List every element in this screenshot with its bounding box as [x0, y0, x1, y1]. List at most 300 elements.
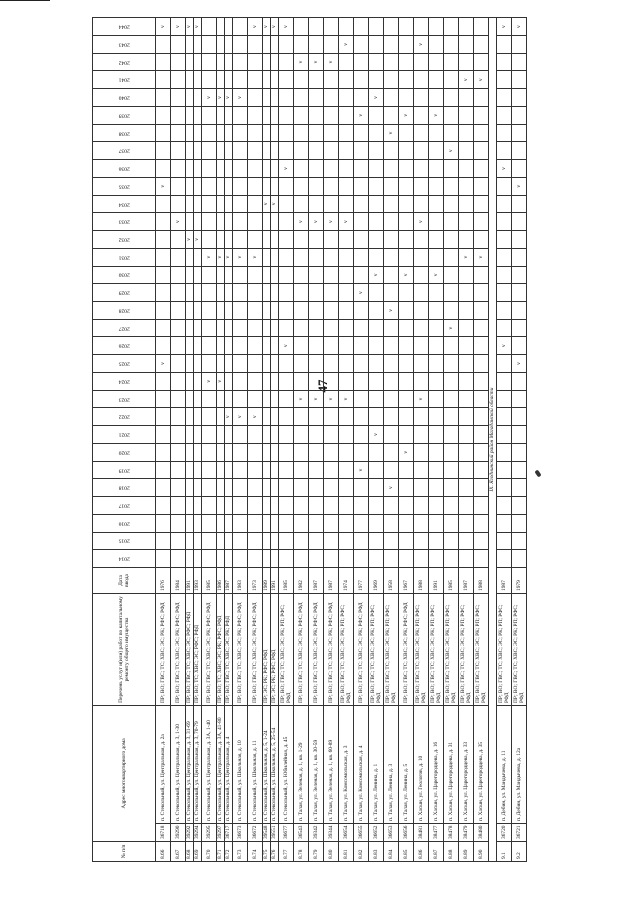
header-year-label: 2035: [118, 183, 130, 190]
row-code: 38477: [429, 824, 444, 842]
year-cell: [225, 301, 233, 319]
header-year-label: 2038: [118, 130, 130, 137]
year-cell: [194, 213, 202, 231]
year-cell: [233, 53, 248, 71]
year-cell: [233, 231, 248, 249]
year-cell: [156, 124, 171, 142]
check-mark: v: [387, 486, 394, 490]
check-mark: v: [387, 131, 394, 135]
year-cell: [512, 89, 527, 107]
year-cell: [399, 177, 414, 195]
check-mark: v: [174, 220, 181, 224]
year-cell: [194, 71, 202, 89]
year-cell: [429, 390, 444, 408]
year-cell: [474, 89, 489, 107]
year-cell: [512, 35, 527, 53]
year-cell: [186, 106, 194, 124]
year-cell: [414, 106, 429, 124]
row-address: п. Стекольный, ул. Школьная, д. 5, 25-54: [271, 706, 279, 824]
row-code: 36677: [279, 824, 294, 842]
year-cell: [399, 514, 414, 532]
check-mark: v: [357, 468, 364, 472]
year-cell: [339, 124, 354, 142]
row-services: ПР; ВО; ГВС; ТС; ХВС; ЭС; РК; РФД: [225, 594, 233, 706]
year-cell: [233, 124, 248, 142]
year-cell: [186, 18, 194, 36]
row-num: 8.67: [171, 842, 186, 862]
year-cell: [233, 160, 248, 178]
year-cell: [171, 301, 186, 319]
year-cell: [369, 408, 384, 426]
year-cell: [294, 195, 309, 213]
year-cell: [156, 426, 171, 444]
year-cell: [171, 372, 186, 390]
row-address: п. Стекольный, ул. Школьная, д. 11: [248, 706, 263, 824]
year-cell: [512, 301, 527, 319]
year-cell: [459, 550, 474, 568]
year-cell: [309, 550, 324, 568]
year-cell: [497, 372, 512, 390]
year-cell: [263, 18, 271, 36]
check-mark: v: [271, 202, 278, 206]
year-cell: [202, 89, 217, 107]
year-cell: [512, 124, 527, 142]
year-cell: [156, 443, 171, 461]
year-cell: [225, 177, 233, 195]
year-cell: [354, 514, 369, 532]
year-cell: [459, 284, 474, 302]
row-address: п. Талая, ул. Ленина, д. 3: [384, 706, 399, 824]
year-cell: [171, 461, 186, 479]
year-cell: [233, 426, 248, 444]
year-cell: [459, 71, 474, 89]
year-cell: [474, 231, 489, 249]
year-cell: [414, 461, 429, 479]
year-cell: [429, 71, 444, 89]
year-cell: [263, 319, 271, 337]
row-services: ПР; ВО; ГВС; ТС; ХВС; ЭС; РК; РФС; РФД: [309, 594, 324, 706]
row-address: п. Дебин, ул. Мандычева, д. 11: [497, 706, 512, 824]
year-cell: [384, 160, 399, 178]
year-cell: [414, 71, 429, 89]
year-cell: [271, 301, 279, 319]
year-cell: [309, 124, 324, 142]
year-cell: [217, 319, 225, 337]
header-year-label: 2041: [118, 77, 130, 84]
year-cell: [156, 213, 171, 231]
row-num: 8.81: [339, 842, 354, 862]
year-cell: [444, 142, 459, 160]
header-year-2027: [93, 319, 156, 337]
year-cell: [171, 408, 186, 426]
year-cell: [354, 231, 369, 249]
year-cell: [186, 231, 194, 249]
year-cell: [233, 497, 248, 515]
year-cell: [186, 195, 194, 213]
check-mark: v: [500, 167, 507, 170]
year-cell: [171, 142, 186, 160]
check-mark: v: [432, 273, 439, 277]
year-cell: [324, 550, 339, 568]
year-cell: [248, 160, 263, 178]
header-year-2033: [93, 213, 156, 231]
year-cell: [354, 35, 369, 53]
table-row: [354, 18, 369, 862]
year-cell: [194, 266, 202, 284]
year-cell: [399, 71, 414, 89]
year-cell: [186, 35, 194, 53]
year-cell: [171, 213, 186, 231]
header-year-label: 2028: [118, 307, 130, 314]
year-cell: [369, 319, 384, 337]
header-services: Перечень услуг и(или) работ по капитальному ремонту общего имущества: [93, 594, 156, 706]
year-cell: [263, 426, 271, 444]
year-cell: [171, 284, 186, 302]
year-cell: [225, 372, 233, 390]
year-cell: [225, 355, 233, 373]
year-cell: [294, 532, 309, 550]
header-year-2038: [93, 124, 156, 142]
year-cell: [444, 337, 459, 355]
row-address: п. Талая, ул. Комсомольская, д. 3: [339, 706, 354, 824]
year-cell: [171, 124, 186, 142]
table-row: [156, 18, 171, 862]
year-cell: [263, 35, 271, 53]
year-cell: [459, 195, 474, 213]
header-year-label: 2023: [118, 396, 130, 403]
row-code: 36718: [156, 824, 171, 842]
year-cell: [339, 284, 354, 302]
table-row: [339, 18, 354, 862]
check-mark: v: [500, 344, 507, 348]
row-year: 1977: [354, 568, 369, 594]
check-mark: v: [263, 202, 270, 206]
table-row: [294, 18, 309, 862]
year-cell: [217, 532, 225, 550]
row-year: 1985: [279, 568, 294, 594]
year-cell: [497, 124, 512, 142]
row-year: 1991: [429, 568, 444, 594]
year-cell: [339, 53, 354, 71]
year-cell: [497, 248, 512, 266]
year-cell: [294, 301, 309, 319]
year-cell: [384, 479, 399, 497]
year-cell: [339, 479, 354, 497]
check-mark: v: [205, 379, 212, 383]
year-cell: [194, 231, 202, 249]
year-cell: [384, 248, 399, 266]
year-cell: [512, 443, 527, 461]
year-cell: [202, 142, 217, 160]
year-cell: [399, 18, 414, 36]
year-cell: [186, 390, 194, 408]
year-cell: [248, 124, 263, 142]
year-cell: [512, 177, 527, 195]
year-cell: [233, 71, 248, 89]
year-cell: [339, 213, 354, 231]
year-cell: [156, 89, 171, 107]
year-cell: [156, 479, 171, 497]
year-cell: [263, 461, 271, 479]
year-cell: [279, 479, 294, 497]
year-cell: [271, 497, 279, 515]
year-cell: [156, 106, 171, 124]
row-code: 36653: [384, 824, 399, 842]
year-cell: [279, 355, 294, 373]
year-cell: [156, 266, 171, 284]
row-num: 8.72: [225, 842, 233, 862]
header-year-label: 2031: [118, 254, 130, 261]
year-cell: [233, 408, 248, 426]
year-cell: [294, 124, 309, 142]
year-cell: [324, 443, 339, 461]
year-cell: [497, 284, 512, 302]
year-cell: [474, 71, 489, 89]
year-cell: [186, 177, 194, 195]
year-cell: [309, 53, 324, 71]
year-cell: [263, 479, 271, 497]
year-cell: [399, 231, 414, 249]
year-cell: [263, 390, 271, 408]
year-cell: [233, 550, 248, 568]
row-services: ПР; ВО; ГВС; ТС; ХВС; ЭС; РК; РП; РФС; РФД: [279, 594, 294, 706]
row-services: ПР; ВО; ГВС; ТС; ХВС; ЭС; РК; РП; РФС; РФД: [497, 594, 512, 706]
year-cell: [474, 497, 489, 515]
year-cell: [248, 213, 263, 231]
year-cell: [384, 124, 399, 142]
year-cell: [217, 497, 225, 515]
year-cell: [429, 231, 444, 249]
table-row: [459, 18, 474, 862]
header-year-2030: [93, 266, 156, 284]
header-year-2015: [93, 532, 156, 550]
year-cell: [474, 35, 489, 53]
year-cell: [414, 497, 429, 515]
table-row: [202, 18, 217, 862]
year-cell: [459, 248, 474, 266]
year-cell: [512, 390, 527, 408]
row-num: 8.69: [194, 842, 202, 862]
year-cell: [202, 390, 217, 408]
year-cell: [444, 213, 459, 231]
year-cell: [248, 53, 263, 71]
year-cell: [369, 89, 384, 107]
year-cell: [279, 53, 294, 71]
row-num: 8.86: [414, 842, 429, 862]
year-cell: [354, 160, 369, 178]
header-year-2041: [93, 71, 156, 89]
year-cell: [171, 195, 186, 213]
year-cell: [474, 53, 489, 71]
year-cell: [414, 426, 429, 444]
check-mark: v: [515, 25, 522, 28]
year-cell: [225, 461, 233, 479]
table-row: [474, 18, 489, 862]
year-cell: [217, 372, 225, 390]
year-cell: [271, 461, 279, 479]
year-cell: [279, 177, 294, 195]
year-cell: [271, 390, 279, 408]
row-code: 38478: [444, 824, 459, 842]
year-cell: [202, 355, 217, 373]
year-cell: [474, 160, 489, 178]
year-cell: [233, 319, 248, 337]
year-cell: [263, 213, 271, 231]
year-cell: [339, 89, 354, 107]
year-cell: [202, 160, 217, 178]
year-cell: [217, 35, 225, 53]
year-cell: [171, 35, 186, 53]
row-year: 1988: [414, 568, 429, 594]
header-year-2026: [93, 337, 156, 355]
year-cell: [263, 372, 271, 390]
header-year-2020: [93, 443, 156, 461]
year-cell: [474, 461, 489, 479]
row-address: п. Талая, ул. Зеленая, д. 1, кв. 60-89: [324, 706, 339, 824]
year-cell: [217, 142, 225, 160]
year-cell: [248, 35, 263, 53]
year-cell: [233, 443, 248, 461]
year-cell: [248, 71, 263, 89]
year-cell: [171, 337, 186, 355]
year-cell: [225, 479, 233, 497]
year-cell: [217, 213, 225, 231]
year-cell: [271, 106, 279, 124]
row-num: 8.75: [263, 842, 271, 862]
year-cell: [512, 195, 527, 213]
year-cell: [156, 390, 171, 408]
year-cell: [497, 213, 512, 231]
year-cell: [186, 355, 194, 373]
row-num: 8.71: [217, 842, 225, 862]
table-row: [429, 18, 444, 862]
year-cell: [294, 497, 309, 515]
year-cell: [279, 532, 294, 550]
year-cell: [233, 372, 248, 390]
year-cell: [459, 479, 474, 497]
year-cell: [271, 372, 279, 390]
year-cell: [271, 443, 279, 461]
year-cell: [414, 355, 429, 373]
top-rule: [0, 0, 50, 1]
year-cell: [309, 337, 324, 355]
row-code: 36654: [339, 824, 354, 842]
year-cell: [324, 53, 339, 71]
year-cell: [384, 390, 399, 408]
year-cell: [309, 18, 324, 36]
year-cell: [202, 284, 217, 302]
year-cell: [399, 142, 414, 160]
year-cell: [444, 195, 459, 213]
table-body: [156, 18, 527, 862]
year-cell: [171, 319, 186, 337]
year-cell: [309, 266, 324, 284]
check-mark: v: [271, 25, 278, 28]
year-cell: [369, 248, 384, 266]
year-cell: [512, 372, 527, 390]
year-cell: [414, 124, 429, 142]
year-cell: [512, 408, 527, 426]
year-cell: [225, 532, 233, 550]
check-mark: v: [417, 220, 424, 224]
year-cell: [202, 18, 217, 36]
row-services: ПР; ВО; ГВС; ТС; ХВС; ЭС; РК; РФС; РФД: [399, 594, 414, 706]
year-cell: [459, 372, 474, 390]
year-cell: [171, 177, 186, 195]
year-cell: [248, 550, 263, 568]
year-cell: [324, 301, 339, 319]
year-cell: [384, 284, 399, 302]
check-mark: v: [327, 397, 334, 401]
year-cell: [279, 124, 294, 142]
year-cell: [271, 479, 279, 497]
year-cell: [414, 372, 429, 390]
check-mark: v: [217, 255, 224, 259]
year-cell: [217, 301, 225, 319]
header-year-label: 2032: [118, 236, 130, 243]
year-cell: [271, 195, 279, 213]
year-cell: [202, 301, 217, 319]
year-cell: [156, 71, 171, 89]
check-mark: v: [477, 78, 484, 82]
year-cell: [414, 195, 429, 213]
check-mark: v: [432, 113, 439, 117]
year-cell: [444, 426, 459, 444]
year-cell: [459, 89, 474, 107]
year-cell: [186, 284, 194, 302]
check-mark: v: [500, 25, 507, 28]
header-year-2028: [93, 301, 156, 319]
year-cell: [202, 550, 217, 568]
year-cell: [225, 550, 233, 568]
year-cell: [474, 213, 489, 231]
year-cell: [233, 337, 248, 355]
year-cell: [294, 231, 309, 249]
year-cell: [414, 408, 429, 426]
row-address: п. Хасын, ул. Царегородцева, д. 16: [429, 706, 444, 824]
check-mark: v: [462, 255, 469, 259]
year-cell: [194, 319, 202, 337]
header-year-2035: [93, 177, 156, 195]
year-cell: [429, 550, 444, 568]
year-cell: [263, 408, 271, 426]
year-cell: [217, 443, 225, 461]
year-cell: [233, 301, 248, 319]
row-num: 8.73: [233, 842, 248, 862]
row-num: 8.76: [271, 842, 279, 862]
year-cell: [339, 497, 354, 515]
year-cell: [399, 35, 414, 53]
row-address: п. Стекольный, ул. Юбилейная, д. 45: [279, 706, 294, 824]
year-cell: [294, 426, 309, 444]
check-mark: v: [372, 96, 379, 99]
year-cell: [459, 231, 474, 249]
row-year: 1967: [399, 568, 414, 594]
year-cell: [414, 550, 429, 568]
year-cell: [354, 284, 369, 302]
year-cell: [294, 266, 309, 284]
row-year: 1958: [384, 568, 399, 594]
year-cell: [369, 443, 384, 461]
year-cell: [474, 532, 489, 550]
year-cell: [263, 89, 271, 107]
year-cell: [279, 337, 294, 355]
row-address: п. Стекольный, ул. Центральная, д. 3А, 1-40: [202, 706, 217, 824]
year-cell: [474, 319, 489, 337]
year-cell: [339, 106, 354, 124]
row-num: 8.70: [202, 842, 217, 862]
year-cell: [217, 461, 225, 479]
